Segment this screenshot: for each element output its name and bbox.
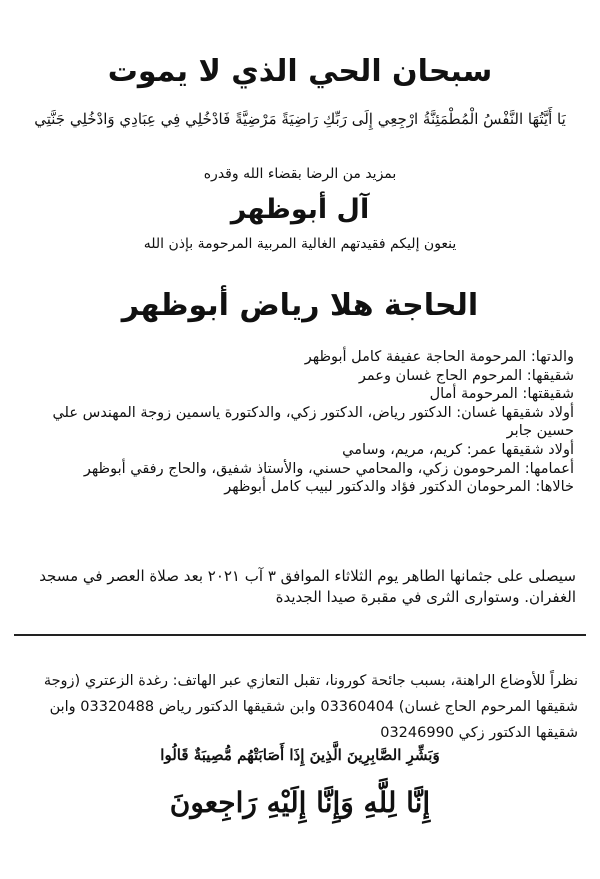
section-divider	[14, 634, 586, 636]
family-name: آل أبوظهر	[230, 194, 370, 225]
relative-brothers: شقيقها: المرحوم الحاج غسان وعمر	[358, 367, 574, 384]
relatives-list	[24, 348, 574, 497]
condolence-notice: نظراً للأوضاع الراهنة، بسبب جائحة كورونا، تقبل التعازي عبر الهاتف: رغدة الزعتري (زوجة شقيقها المرحوم الحاج غسان) 03360404 وابن شقيقها الدكتور رياض 03320488 وابن شقيقها الدكتور زكي 03246990	[43, 673, 578, 741]
relative-nephews-omar: أولاد شقيقها عمر: كريم، مريم، وسامي	[342, 441, 574, 458]
relative-sister: شقيقتها: المرحومة أمال	[429, 386, 574, 403]
announcement-text: ينعون إليكم فقيدتهم الغالية المربية المرحومة بإذن الله	[143, 236, 457, 252]
relative-uncles: أعمامها: المرحومون زكي، والمحامي حسني، والأستاذ شفيق، والحاج رفقي أبوظهر	[83, 460, 574, 477]
relative-mother: والدتها: المرحومة الحاجة عفيفة كامل أبوظهر	[304, 349, 574, 365]
deceased-name: الحاجة هلا رياض أبوظهر	[121, 288, 479, 323]
relative-nephews-ghassan: أولاد شقيقها غسان: الدكتور رياض، الدكتور زكي، والدكتورة ياسمين زوجة المهندس علي حسين جابر	[52, 404, 574, 440]
quran-line: وَبَشِّرِ الصَّابِرِينَ الَّذِينَ إِذَا أَصَابَتْهُم مُّصِيبَةٌ قَالُوا	[160, 746, 440, 764]
quran-verse: يَا أَيَّتُهَا النَّفْسُ الْمُطْمَئِنَّةُ ارْجِعِي إِلَى رَبِّكِ رَاضِيَةً مَرْضِيَّةً فَادْخُلِي فِي عِبَادِي وَادْخُلِي جَنَّتِي	[34, 110, 566, 128]
quran-final: إِنَّا لِلَّهِ وَإِنَّا إِلَيْهِ رَاجِعونَ	[169, 786, 431, 819]
intro-line: بمزيد من الرضا بقضاء الله وقدره	[203, 166, 397, 182]
funeral-prayer-info: سيصلى على جثمانها الطاهر يوم الثلاثاء الموافق ٣ آب ٢٠٢١ بعد صلاة العصر في مسجد الغفران. وستوارى الثرى في مقبرة صيدا الجديدة	[39, 567, 576, 606]
page-title: سبحان الحي الذي لا يموت	[107, 54, 493, 89]
relative-maternal-uncles: خالاها: المرحومان الدكتور فؤاد والدكتور لبيب كامل أبوظهر	[224, 479, 574, 496]
